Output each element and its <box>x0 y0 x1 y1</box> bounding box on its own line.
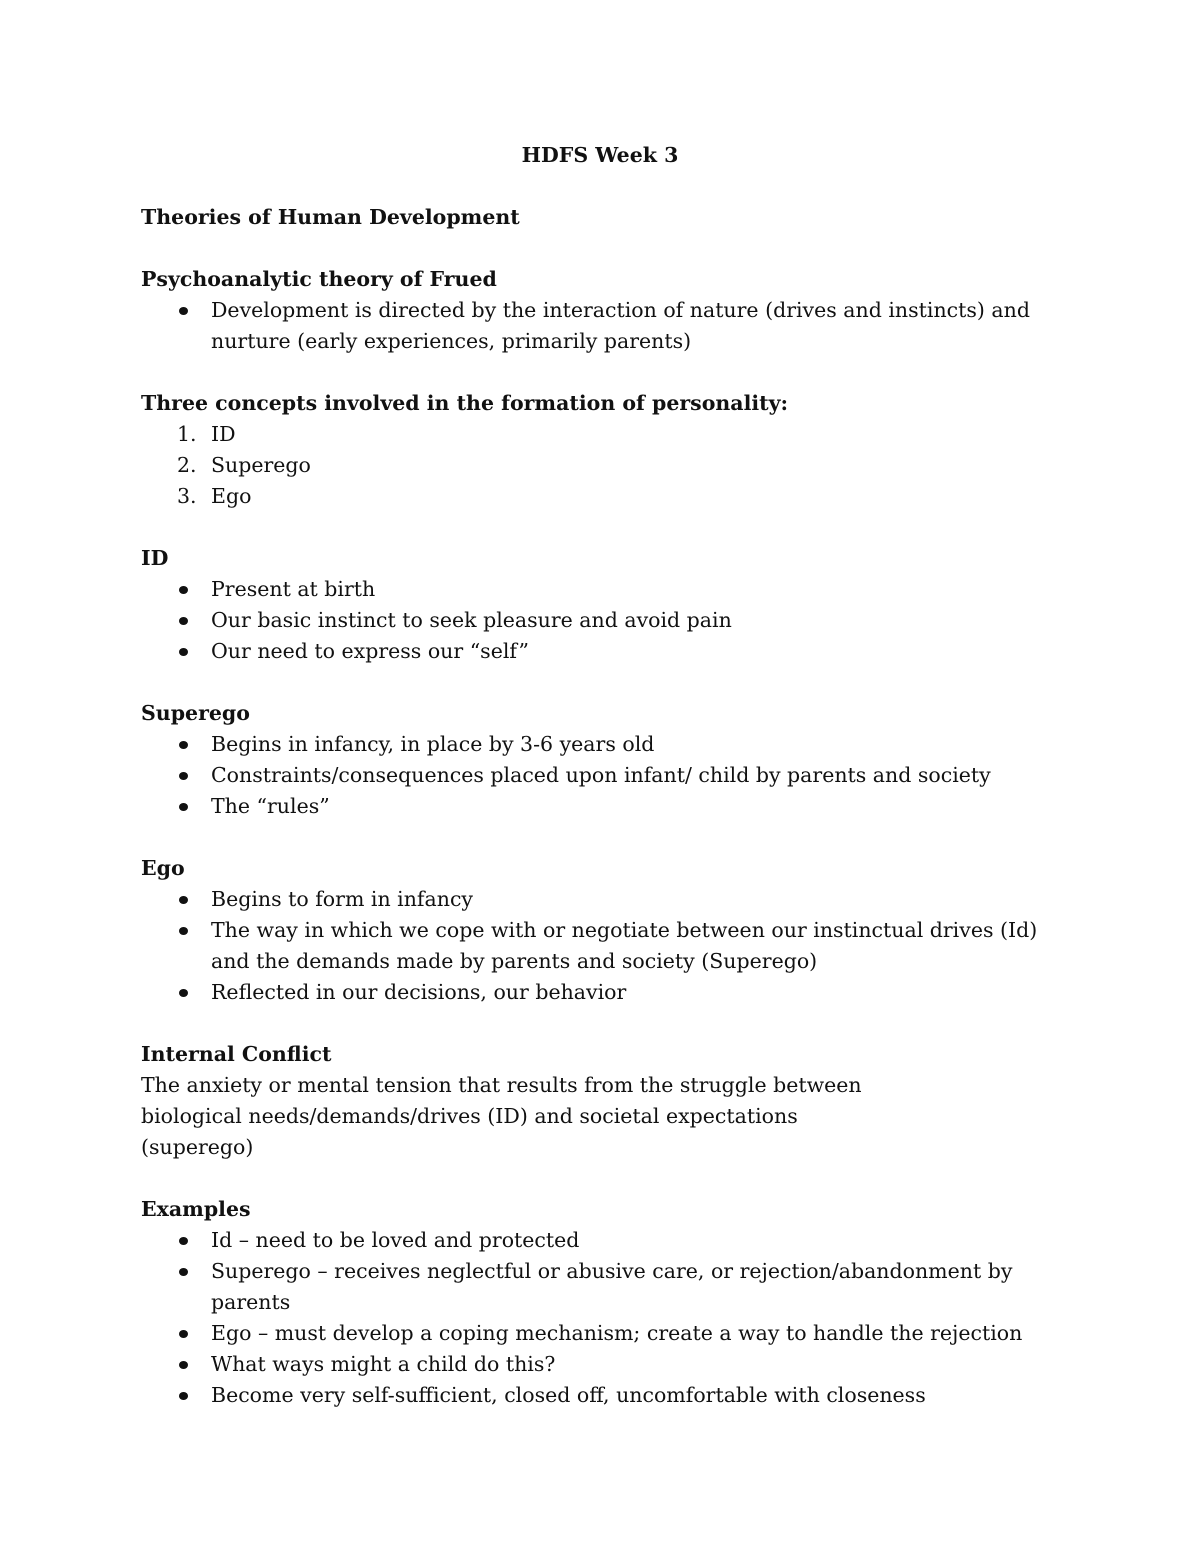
list-item-text: Begins in infancy, in place by 3-6 years old <box>211 732 655 756</box>
list-item-text: What ways might a child do this? <box>211 1352 556 1376</box>
bullet-list <box>141 295 1061 357</box>
section-three-concepts <box>141 388 1061 512</box>
list-item <box>141 636 1061 667</box>
section-heading: Psychoanalytic theory of Frued <box>141 267 497 291</box>
bullet-list <box>141 729 1061 822</box>
list-item <box>141 977 1061 1008</box>
section-internal-conflict <box>141 1039 1061 1163</box>
list-item-text: Reflected in our decisions, our behavior <box>211 980 627 1004</box>
document-page <box>141 140 1061 1411</box>
bullet-icon <box>179 1361 188 1369</box>
bullet-icon <box>179 1268 188 1276</box>
numbered-list <box>141 419 1061 512</box>
list-item-text: Development is directed by the interaction of nature (drives and instincts) and nurture (early experiences, primarily parents) <box>211 298 1030 353</box>
list-item <box>141 574 1061 605</box>
bullet-icon <box>179 1330 188 1338</box>
bullet-icon <box>179 989 188 997</box>
list-item-text: Begins to form in infancy <box>211 887 474 911</box>
bullet-list <box>141 1225 1061 1411</box>
list-item-text: Constraints/consequences placed upon infant/ child by parents and society <box>211 763 991 787</box>
list-item <box>141 450 1061 481</box>
bullet-icon <box>179 1392 188 1400</box>
document-title: HDFS Week 3 <box>521 143 679 167</box>
list-item-text: The “rules” <box>211 794 330 818</box>
list-item-text: Ego – must develop a coping mechanism; create a way to handle the rejection <box>211 1321 1023 1345</box>
list-number: 3. <box>177 484 197 508</box>
list-item <box>141 915 1061 977</box>
section-ego <box>141 853 1061 1008</box>
bullet-icon <box>179 896 188 904</box>
list-item-text: ID <box>211 422 236 446</box>
section-examples <box>141 1194 1061 1411</box>
bullet-icon <box>179 927 188 935</box>
list-item-text: Present at birth <box>211 577 376 601</box>
bullet-icon <box>179 803 188 811</box>
list-item <box>141 419 1061 450</box>
section-heading: Three concepts involved in the formation of personality: <box>141 391 789 415</box>
bullet-icon <box>179 648 188 656</box>
bullet-icon <box>179 741 188 749</box>
section-paragraph: The anxiety or mental tension that results from the struggle between biological needs/demands/drives (ID) and societal expectations (superego) <box>141 1073 862 1159</box>
bullet-icon <box>179 586 188 594</box>
bullet-list <box>141 884 1061 1008</box>
bullet-icon <box>179 772 188 780</box>
section-heading: ID <box>141 546 169 570</box>
list-item-text: Superego <box>211 453 311 477</box>
list-item-text: The way in which we cope with or negotiate between our instinctual drives (Id) and the demands made by parents and society (Superego) <box>211 918 1038 973</box>
section-id <box>141 543 1061 667</box>
list-item-text: Our basic instinct to seek pleasure and avoid pain <box>211 608 732 632</box>
list-item-text: Id – need to be loved and protected <box>211 1228 580 1252</box>
bullet-icon <box>179 617 188 625</box>
section-superego <box>141 698 1061 822</box>
list-number: 2. <box>177 453 197 477</box>
document-subtitle: Theories of Human Development <box>141 205 520 229</box>
section-psychoanalytic-theory <box>141 264 1061 357</box>
list-item <box>141 1256 1061 1318</box>
bullet-icon <box>179 307 188 315</box>
section-heading: Ego <box>141 856 185 880</box>
list-item <box>141 1349 1061 1380</box>
list-number: 1. <box>177 422 197 446</box>
list-item-text: Our need to express our “self” <box>211 639 529 663</box>
bullet-icon <box>179 1237 188 1245</box>
list-item <box>141 1380 1061 1411</box>
list-item-text: Ego <box>211 484 252 508</box>
list-item-text: Superego – receives neglectful or abusive care, or rejection/abandonment by parents <box>211 1259 1013 1314</box>
section-heading: Internal Conflict <box>141 1042 332 1066</box>
section-heading: Superego <box>141 701 250 725</box>
bullet-list <box>141 574 1061 667</box>
list-item <box>141 791 1061 822</box>
list-item <box>141 884 1061 915</box>
section-heading: Examples <box>141 1197 251 1221</box>
list-item <box>141 481 1061 512</box>
list-item <box>141 295 1061 357</box>
list-item <box>141 1225 1061 1256</box>
list-item <box>141 1318 1061 1349</box>
list-item-text: Become very self-sufficient, closed off, uncomfortable with closeness <box>211 1383 926 1407</box>
list-item <box>141 760 1061 791</box>
list-item <box>141 729 1061 760</box>
list-item <box>141 605 1061 636</box>
